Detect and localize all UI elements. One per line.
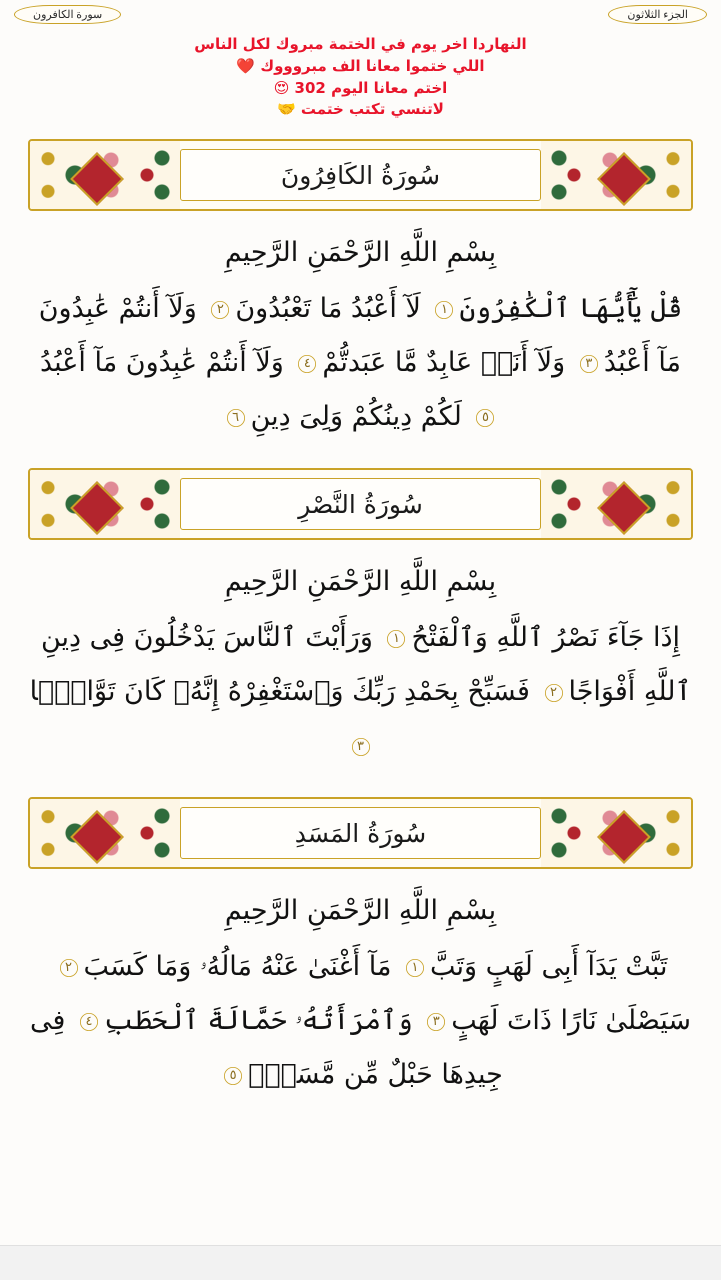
surah-title: سُورَةُ الكَافِرُونَ <box>280 160 441 190</box>
basmala: بِسْمِ اللَّهِ الرَّحْمَنِ الرَّحِيمِ <box>224 566 497 597</box>
ayah-number: ١ <box>385 628 407 650</box>
ayah-number: ٢ <box>543 682 565 704</box>
ayah-text: مَآ أَغْنَىٰ عَنْهُ مَالُهُۥ وَمَا كَسَبَ <box>83 951 392 982</box>
ayah-text: سَيَصْلَىٰ نَارًا ذَاتَ لَهَبٍ <box>451 1005 692 1036</box>
ayah-text: وَلَآ أَنتُمْ عَٰبِدُونَ مَآ أَعْبُدُ <box>38 293 682 378</box>
surah-block <box>0 797 721 1102</box>
section-divider <box>0 773 721 787</box>
ayah-number: ٣ <box>578 353 600 375</box>
surah-block <box>0 468 721 773</box>
ayah-text: وَلَآ أَنَا۠ عَابِدٌ مَّا عَبَدتُّمْ <box>322 347 566 378</box>
ayat-body <box>0 611 721 773</box>
ayah-text: تَبَّتْ يَدَآ أَبِى لَهَبٍ وَتَبَّ <box>430 951 668 982</box>
ayah-text: وَٱمْرَأَتُهُۥ حَمَّالَةَ ٱلْحَطَبِ <box>103 1005 413 1036</box>
ayah-number: ٣ <box>350 736 372 758</box>
caption-line-4: لاتنسي تكتب ختمت 🤝 <box>277 100 444 119</box>
ayah-text: لَكُمْ دِينُكُمْ وَلِىَ دِينِ <box>250 401 462 432</box>
bottom-bar <box>0 1245 721 1280</box>
overlay-caption <box>0 28 721 129</box>
surah-header <box>28 797 693 869</box>
ayah-number: ٤ <box>296 353 318 375</box>
ayah-text: لَآ أَعْبُدُ مَا تَعْبُدُونَ <box>235 293 421 324</box>
surah-title: سُورَةُ النَّصْرِ <box>298 489 423 519</box>
ayah-number: ٥ <box>222 1065 244 1087</box>
surah-header <box>28 468 693 540</box>
ayat-body <box>0 282 721 444</box>
ayah-text: إِذَا جَآءَ نَصْرُ ٱللَّهِ وَٱلْفَتْحُ <box>411 622 681 653</box>
surah-title: سُورَةُ المَسَدِ <box>294 818 427 848</box>
ayah-number: ٢ <box>58 957 80 979</box>
caption-line-1: النهاردا اخر يوم في الختمة مبروك لكل الناس <box>194 35 527 53</box>
basmala: بِسْمِ اللَّهِ الرَّحْمَنِ الرَّحِيمِ <box>224 237 497 268</box>
page-top-bar <box>0 0 721 28</box>
ayah-text: قُلْ يَٰٓأَيُّهَا ٱلْكَٰفِرُونَ <box>459 293 683 324</box>
ayah-number: ١ <box>433 299 455 321</box>
ayah-number: ٣ <box>425 1011 447 1033</box>
ayah-number: ٥ <box>474 407 496 429</box>
surah-name-label: سورة الكافرون <box>14 5 121 24</box>
juz-label: الجزء الثلاثون <box>608 5 707 24</box>
ayah-number: ١ <box>404 957 426 979</box>
ayah-text: وَرَأَيْتَ ٱلنَّاسَ يَدْخُلُونَ فِى دِينِ ٱللَّهِ أَفْوَاجًا <box>40 622 692 707</box>
section-divider <box>0 444 721 458</box>
ayah-number: ٦ <box>225 407 247 429</box>
basmala: بِسْمِ اللَّهِ الرَّحْمَنِ الرَّحِيمِ <box>224 895 497 926</box>
ayat-body <box>0 940 721 1102</box>
ayah-text: فَسَبِّحْ بِحَمْدِ رَبِّكَ وَٱسْتَغْفِرْهُ إِنَّهُۥ كَانَ تَوَّابًۢا <box>29 676 530 707</box>
surah-header <box>28 139 693 211</box>
ayah-number: ٢ <box>209 299 231 321</box>
ayah-text: فِى جِيدِهَا حَبْلٌ مِّن مَّسَدٍۭ <box>29 1005 503 1090</box>
ayah-number: ٤ <box>78 1011 100 1033</box>
caption-line-2: اللي ختموا معانا الف مبروووك ❤️ <box>236 56 485 75</box>
caption-line-3: اختم معانا اليوم 302 😍 <box>273 78 448 97</box>
ayah-text: وَلَآ أَنتُمْ عَٰبِدُونَ مَآ أَعْبُدُ <box>39 347 284 378</box>
surah-block <box>0 139 721 444</box>
